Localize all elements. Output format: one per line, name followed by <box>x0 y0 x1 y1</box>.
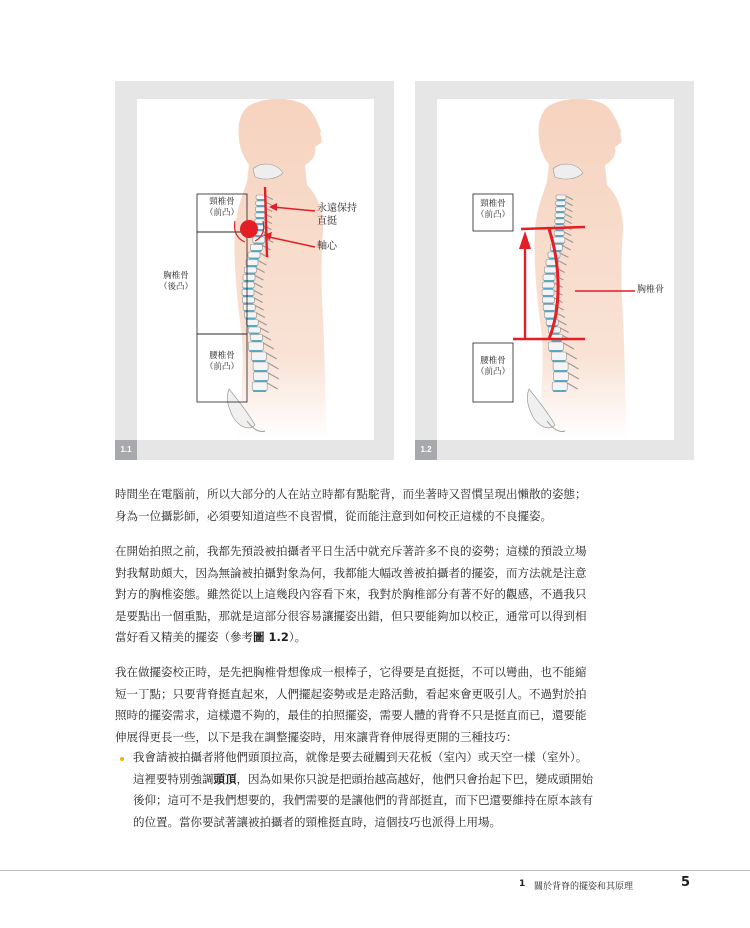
vertebra <box>248 342 263 350</box>
vertebra <box>242 282 254 288</box>
keep-straight-label: 永遠保持 直挺 <box>317 203 357 227</box>
vertebra <box>246 260 258 266</box>
text-line: 短一丁點；只要背脊挺直起來，人們擺起姿勢或是走路活動，看起來會更吸引人。不過對於拍 <box>115 686 587 701</box>
vertebra <box>250 245 262 251</box>
vertebra <box>251 335 263 341</box>
vertebra <box>553 372 568 380</box>
text-line: 我會請被拍攝者將他們頭頂拉高，就像是要去碰觸到天花板（室內）或天空一樣（室外）。 <box>133 750 588 764</box>
vertebra <box>256 201 266 205</box>
vertebra <box>253 372 268 380</box>
vertebra <box>246 320 258 326</box>
text-line: 時間坐在電腦前，所以大部分的人在站立時都有點駝背，而坐著時又習慣呈現出懶散的姿態； <box>115 487 587 501</box>
chapter-number: 1 <box>519 879 526 889</box>
vertebra <box>555 219 565 223</box>
disc <box>553 390 566 392</box>
bullet-item <box>133 747 613 833</box>
axis-label: 軸心 <box>317 241 337 252</box>
vertebra <box>543 305 555 311</box>
thoracic-label: 胸椎骨 <box>637 285 665 295</box>
vertebra <box>543 275 555 281</box>
vertebra <box>548 342 563 350</box>
text-line: 後仰；這可不是我們想要的，我們需要的是讓他們的背部挺直，而下巴還要維持在原本該有 <box>133 793 593 807</box>
footer-divider <box>0 870 750 871</box>
figure-1-2 <box>415 81 694 460</box>
spine-illustration-2 <box>437 99 674 440</box>
figure-number: 1.2 <box>415 440 437 460</box>
text-line: 我在做擺姿校正時，是先把胸椎骨想像成一根棒子，它得要是直挺挺，不可以彎曲，也不能縮 <box>115 665 587 679</box>
vertebra <box>542 297 554 303</box>
text-line: 在開始拍照之前，我都先預設被拍攝者平日生活中就充斥著許多不良的姿勢；這樣的預設立場 <box>115 544 587 558</box>
vertebra <box>245 312 257 318</box>
figure-1-1 <box>115 81 394 460</box>
vertebra <box>554 231 564 235</box>
vertebra <box>242 297 254 303</box>
vertebra <box>551 352 566 360</box>
text-line: 照時的擺姿需求，這樣還不夠的，最佳的拍照擺姿，需要人體的背脊不只是挺直而已，還要能 <box>115 708 587 722</box>
vertebra <box>255 207 265 211</box>
vertebra <box>248 327 260 333</box>
vertebra <box>242 290 254 296</box>
text-line: 這裡要特別強調頭頂，因為如果你只說是把頭抬越高越好，他們只會抬起下巴，變成頭開始 <box>133 771 593 786</box>
cervical-label: 頸椎骨 （前凸） <box>204 197 239 218</box>
vertebra <box>251 352 266 360</box>
figure-reference[interactable]: 圖 1.2 <box>253 630 289 644</box>
paragraph-2 <box>115 541 608 649</box>
paragraph-1 <box>115 484 608 527</box>
text-line: 身為一位攝影師，必須要知道這些不良習慣，從而能注意到如何校正這樣的不良擺姿。 <box>115 508 552 523</box>
vertebra <box>243 275 255 281</box>
text-line: 當好看又精美的擺姿（參考圖 1.2）。 <box>115 630 307 644</box>
text-line: 伸展得更長一些，以下是我在調整擺姿時，用來讓背脊伸展得更開的三種技巧： <box>115 729 518 744</box>
vertebra <box>248 252 260 258</box>
vertebra <box>243 305 255 311</box>
vertebra <box>555 213 565 217</box>
vertebra <box>252 382 267 390</box>
chapter-title: 關於背脊的擺姿和其原理 <box>534 882 634 892</box>
bullet-icon <box>120 757 124 761</box>
vertebra <box>556 201 566 205</box>
text-line: 的位置。當你要試著讓被拍攝者的頸椎挺直時，這個技巧也派得上用場。 <box>133 814 501 829</box>
text-line: 對我幫助頗大，因為無論被拍攝對象為何，我都能大幅改善被拍攝者的擺姿，而方法就是注意 <box>115 565 587 580</box>
vertebra <box>255 213 265 217</box>
vertebra <box>552 382 567 390</box>
vertebra <box>542 282 554 288</box>
vertebra <box>244 267 256 273</box>
spine-illustration-1 <box>137 99 374 440</box>
vertebra <box>555 207 565 211</box>
vertebra <box>556 195 566 199</box>
paragraph-3 <box>115 662 608 748</box>
vertebra <box>253 362 268 370</box>
disc <box>253 390 266 392</box>
figure-1-1-illustration <box>137 99 374 440</box>
lumbar-label: 腰椎骨 （前凸） <box>204 351 239 372</box>
vertebra <box>544 267 556 273</box>
figure-1-2-illustration <box>437 99 674 440</box>
text-line: 是要點出一個重點，那就是這部分很容易讓擺姿出錯，但只要能夠加以校正，通常可以得到相 <box>115 608 587 623</box>
vertebra <box>553 237 565 243</box>
cervical-label: 頸椎骨 （前凸） <box>475 199 510 220</box>
vertebra <box>542 290 554 296</box>
thoracic-label: 胸椎骨 （後凸） <box>158 271 193 292</box>
figure-number: 1.1 <box>115 440 137 460</box>
page-number: 5 <box>681 875 691 890</box>
pivot-circle <box>240 220 258 238</box>
text-line: 對方的胸椎姿態。雖然從以上這幾段內容看下來，我對於胸椎部分有著不好的觀感，不過我只 <box>115 587 587 601</box>
lumbar-label: 腰椎骨 （前凸） <box>475 356 510 377</box>
vertebra <box>553 362 568 370</box>
